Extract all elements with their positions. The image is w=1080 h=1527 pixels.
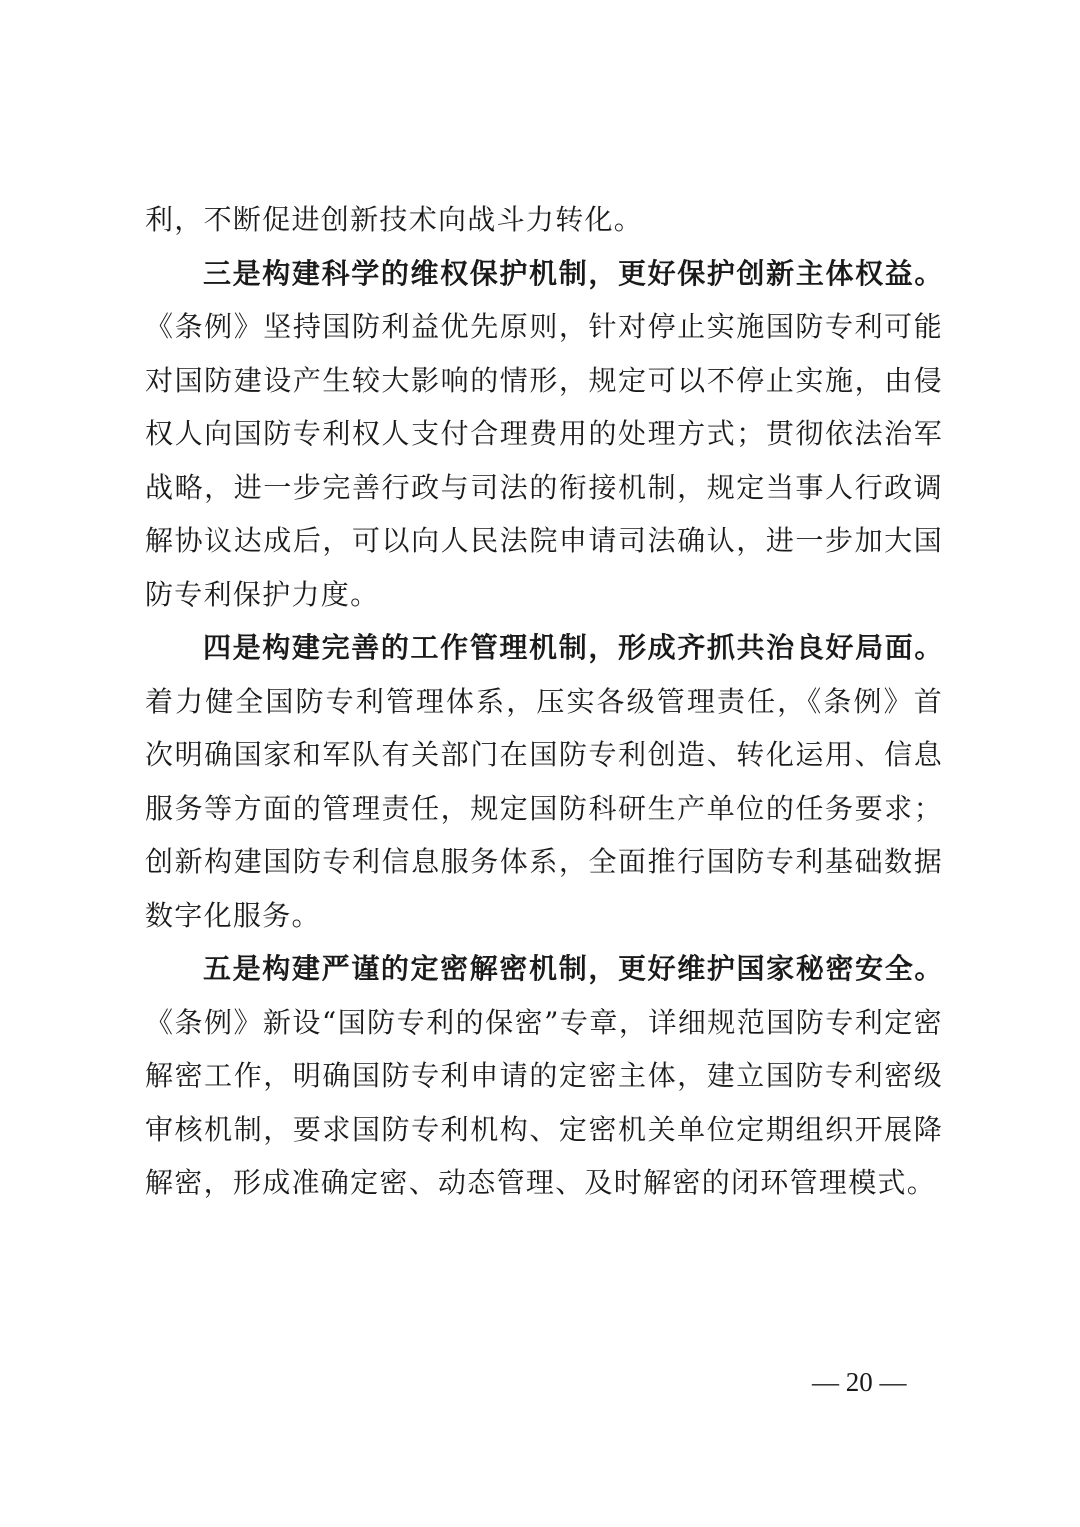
paragraph-text: 《条例》坚持国防利益优先原则，针对停止实施国防专利可能对国防建设产生较大影响的情形，规定可以不停止实施，由侵权人向国防专利权人支付合理费用的处理方式；贯彻依法治军战略，进一步完善行政与司法的衔接机制，规定当事人行政调解协议达成后，可以向人民法院申请司法确认，进一步加大国防专利保护力度。 — [145, 310, 943, 611]
document-body — [145, 193, 943, 1210]
paragraph-heading: 五是构建严谨的定密解密机制，更好维护国家秘密安全。 — [203, 952, 943, 985]
paragraph-heading: 三是构建科学的维权保护机制，更好保护创新主体权益。 — [203, 256, 943, 290]
paragraph-classification — [145, 942, 943, 1210]
paragraph-text: 《条例》新设“国防专利的保密”专章，详细规范国防专利定密解密工作，明确国防专利申请的定密主体，建立国防专利密级审核机制，要求国防专利机构、定密机关单位定期组织开展降解密，形成准确定密、动态管理、及时解密的闭环管理模式。 — [145, 1005, 943, 1199]
paragraph-heading: 四是构建完善的工作管理机制，形成齐抓共治良好局面。 — [203, 631, 943, 664]
paragraph-continuation — [145, 193, 943, 247]
paragraph-work-management — [145, 621, 943, 942]
paragraph-text: 着力健全国防专利管理体系，压实各级管理责任，《条例》首次明确国家和军队有关部门在国防专利创造、转化运用、信息服务等方面的管理责任，规定国防科研生产单位的任务要求；创新构建国防专利信息服务体系，全面推行国防专利基础数据数字化服务。 — [145, 684, 943, 932]
paragraph-text: 利，不断促进创新技术向战斗力转化。 — [145, 203, 644, 236]
paragraph-rights-protection — [145, 247, 943, 622]
page-number: — 20 — — [812, 1367, 907, 1397]
